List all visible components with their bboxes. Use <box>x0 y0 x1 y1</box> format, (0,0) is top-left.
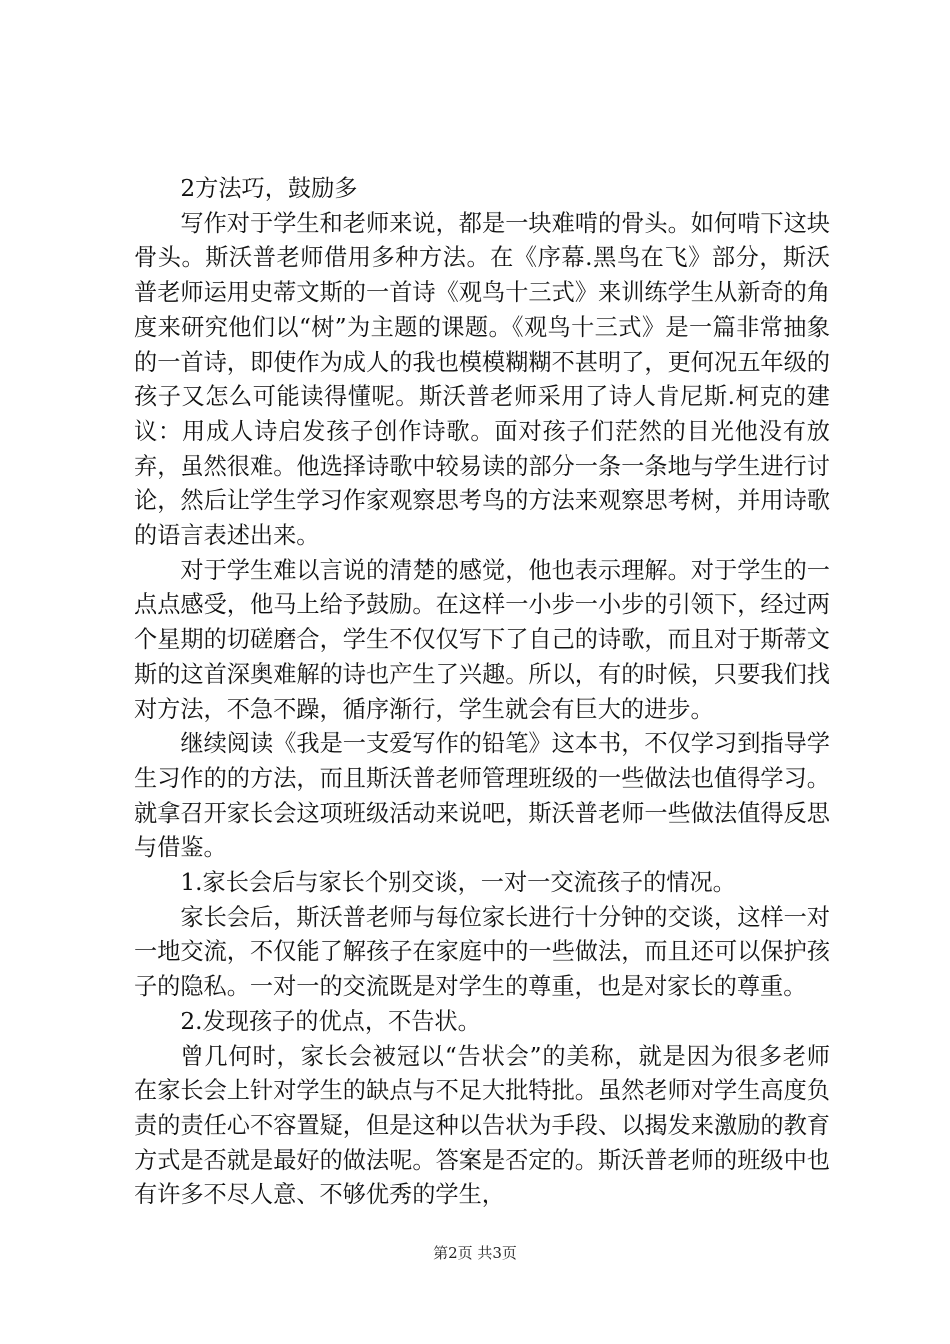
paragraph-writing-methods: 写作对于学生和老师来说，都是一块难啃的骨头。如何啃下这块骨头。斯沃普老师借用多种方法。在《序幕.黑鸟在飞》部分，斯沃普老师运用史蒂文斯的一首诗《观鸟十三式》来训练学生从新奇的角度来研究他们以“树”为主题的课题。《观鸟十三式》是一篇非常抽象的一首诗，即使作为成人的我也模模糊糊不甚明了，更何况五年级的孩子又怎么可能读得懂呢。斯沃普老师采用了诗人肯尼斯.柯克的建议：用成人诗启发孩子创作诗歌。面对孩子们茫然的目光他没有放弃，虽然很难。他选择诗歌中较易读的部分一条一条地与学生进行讨论，然后让学生学习作家观察思考鸟的方法来观察思考树，并用诗歌的语言表述出来。 <box>134 209 830 550</box>
list-item-heading-1: 1.家长会后与家长个别交谈，一对一交流孩子的情况。 <box>180 869 736 897</box>
paragraph-continued-reading: 继续阅读《我是一支爱写作的铅笔》这本书，不仅学习到指导学生习作的的方法，而且斯沃普老师管理班级的一些做法也值得学习。就拿召开家长会这项班级活动来说吧，斯沃普老师一些做法值得反思与借鉴。 <box>134 730 830 862</box>
list-item-heading-2: 2.发现孩子的优点，不告状。 <box>180 1007 481 1035</box>
document-body <box>134 172 830 1213</box>
page-number-footer: 第2页 共3页 <box>433 1244 517 1262</box>
paragraph-parent-talks: 家长会后，斯沃普老师与每位家长进行十分钟的交谈，这样一对一地交流，不仅能了解孩子在家庭中的一些做法，而且还可以保护孩子的隐私。一对一的交流既是对学生的尊重，也是对家长的尊重。 <box>134 903 830 1001</box>
section-heading: 2方法巧，鼓励多 <box>180 175 358 202</box>
paragraph-encouragement: 对于学生难以言说的清楚的感觉，他也表示理解。对于学生的一点点感受，他马上给予鼓励。在这样一小步一小步的引领下，经过两个星期的切磋磨合，学生不仅仅写下了自己的诗歌，而且对于斯蒂文斯的这首深奥难解的诗也产生了兴趣。所以，有的时候，只要我们找对方法，不急不躁，循序渐行，学生就会有巨大的进步。 <box>134 556 830 723</box>
paragraph-no-complaints: 曾几何时，家长会被冠以“告状会”的美称，就是因为很多老师在家长会上针对学生的缺点与不足大批特批。虽然老师对学生高度负责的责任心不容置疑，但是这种以告状为手段、以揭发来激励的教育方式是否就是最好的做法呢。答案是否定的。斯沃普老师的班级中也有许多不尽人意、不够优秀的学生， <box>134 1042 830 1209</box>
